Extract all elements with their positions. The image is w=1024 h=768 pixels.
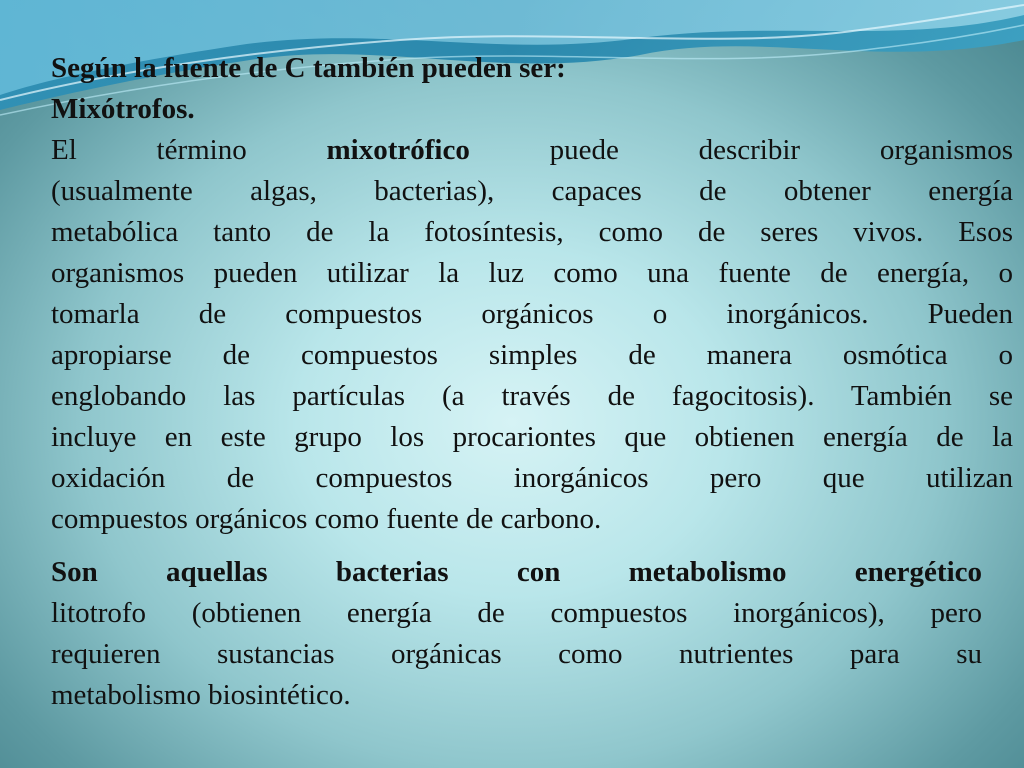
para1-line-4: organismos pueden utilizar la luz como una fuente de energía, o [51,257,1013,289]
para1-line-1 [51,130,1013,171]
paragraph-bacterias [51,552,982,716]
para1-line-6: apropiarse de compuestos simples de manera osmótica o [51,339,1013,371]
para1-line-9: oxidación de compuestos inorgánicos pero que utilizan [51,462,1013,494]
para2-line-3: requieren sustancias orgánicas como nutrientes para su [51,638,982,670]
para2-line-2: litotrofo (obtienen energía de compuestos inorgánicos), pero [51,597,982,629]
para1-line-5: tomarla de compuestos orgánicos o inorgánicos. Pueden [51,298,1013,330]
para1-line-7: englobando las partículas (a través de fagocitosis). También se [51,380,1013,412]
para2-line-1: Son aquellas bacterias con metabolismo energético [51,556,982,588]
para1-line-8: incluye en este grupo los procariontes que obtienen energía de la [51,421,1013,453]
heading-line-1: Según la fuente de C también pueden ser: [51,52,566,84]
para1-line-1-pre: El término [51,134,247,166]
para2-line-4: metabolismo biosintético. [51,679,351,711]
term-mixotrofico: mixotrófico [326,134,470,166]
para1-line-1-post: puede describir organismos [549,134,1014,166]
heading-line-2: Mixótrofos. [51,93,195,125]
para1-line-2: (usualmente algas, bacterias), capaces de obtener energía [51,175,1013,207]
paragraph-mixotrofos [51,48,1013,540]
para1-line-10: compuestos orgánicos como fuente de carbono. [51,503,602,535]
slide-content [51,48,1013,716]
para1-line-3: metabólica tanto de la fotosíntesis, como de seres vivos. Esos [51,216,1013,248]
